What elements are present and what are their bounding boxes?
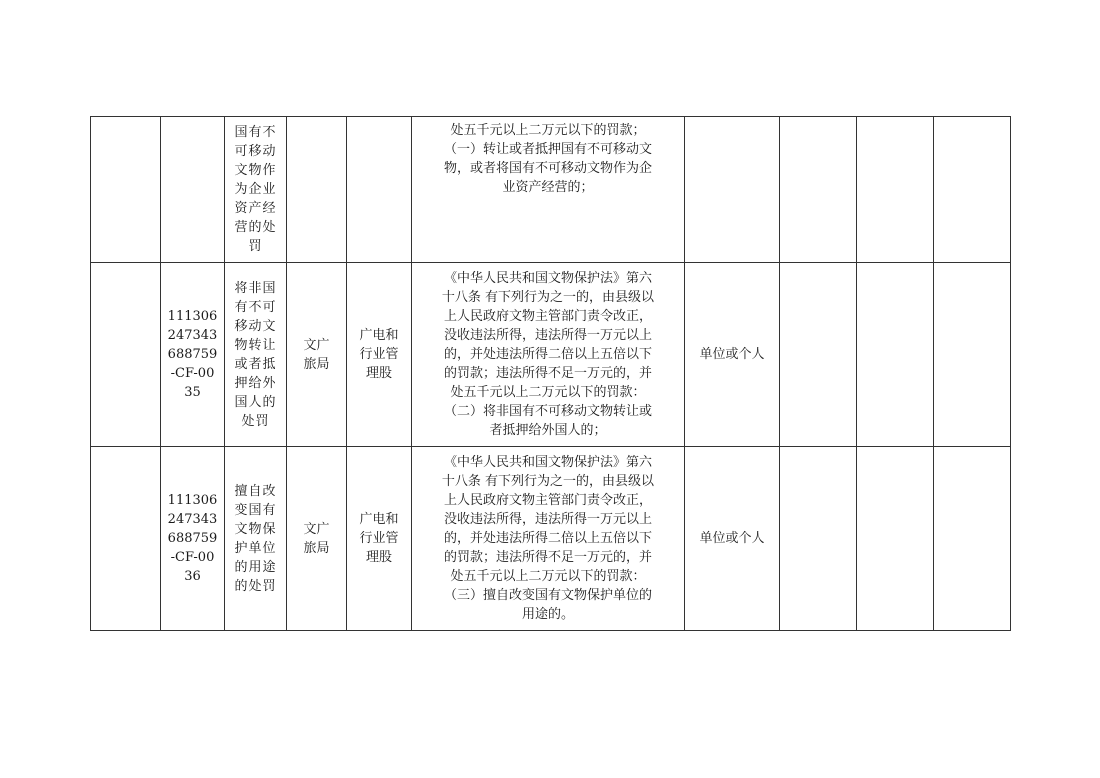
blank-cell (780, 447, 857, 631)
text-line: 处五千元以上二万元以下的罚款： (450, 569, 646, 584)
text-line: 理股 (365, 366, 392, 381)
text-line: -CF-00 (170, 366, 215, 381)
unit-cell (347, 447, 412, 631)
title-cell (225, 117, 287, 263)
text-line: 《中华人民共和国文物保护法》第六 (443, 271, 652, 286)
blank-cell (91, 447, 161, 631)
code-cell (161, 263, 225, 447)
text-line: 旅局 (303, 540, 330, 556)
text-line: 者抵押给外国人的； (489, 423, 607, 438)
text-line: 的处罚 (234, 578, 277, 594)
text-line: 文广 (303, 337, 330, 353)
text-line: 物转让 (234, 337, 277, 353)
text-line: 行业管 (359, 531, 399, 546)
text-line: 理股 (365, 550, 392, 565)
text-line: 国人的 (234, 394, 277, 410)
text-line: 罚 (248, 239, 263, 254)
blank-cell (857, 117, 934, 263)
title-cell (225, 263, 287, 447)
text-line: 688759 (167, 531, 218, 546)
text-line: 营的处 (234, 220, 277, 235)
text-line: 护单位 (234, 540, 277, 556)
blank-cell (91, 117, 161, 263)
text-line: 广电和 (359, 512, 399, 527)
text-line: 旅局 (303, 356, 330, 372)
text-line: 上人民政府文物主管部门责令改正， (443, 309, 652, 324)
text-line: 十八条 有下列行为之一的，由县级以 (441, 474, 655, 489)
text-line: 行业管 (359, 347, 399, 362)
text-line: 或者抵 (234, 356, 277, 372)
blank-cell (857, 447, 934, 631)
text-line: 上人民政府文物主管部门责令改正， (443, 493, 652, 508)
text-line: 变国有 (234, 502, 277, 518)
unit-cell (347, 117, 412, 263)
blank-cell (857, 263, 934, 447)
text-line: 的罚款；违法所得不足一万元的，并 (443, 366, 652, 381)
penalty-table (90, 116, 1011, 631)
text-line: 处五千元以上二万元以下的罚款： (450, 385, 646, 400)
blank-cell (934, 263, 1011, 447)
text-line: （二）将非国有不可移动文物转让或 (443, 404, 652, 419)
text-line: 文广 (303, 521, 330, 537)
target-cell (685, 117, 780, 263)
code-cell (161, 117, 225, 263)
blank-cell (91, 263, 161, 447)
department-cell (287, 263, 347, 447)
text-line: 35 (184, 385, 201, 400)
text-line: 的用途 (234, 559, 277, 575)
text-line: 可移动 (234, 144, 277, 159)
blank-cell (934, 447, 1011, 631)
unit-cell (347, 263, 412, 447)
text-line: 为企业 (234, 182, 277, 197)
text-line: 有不可 (234, 299, 277, 315)
text-line: 押给外 (234, 375, 277, 391)
law-basis-cell (412, 447, 685, 631)
department-cell (287, 117, 347, 263)
text-line: 资产经 (234, 201, 277, 216)
text-line: 没收违法所得，违法所得一万元以上 (443, 512, 652, 527)
text-line: 处五千元以上二万元以下的罚款； (450, 123, 646, 138)
text-line: 物，或者将国有不可移动文物作为企 (443, 161, 652, 176)
text-line: 十八条 有下列行为之一的，由县级以 (441, 290, 655, 305)
text-line: -CF-00 (170, 550, 215, 565)
text-line: 将非国 (234, 280, 277, 296)
blank-cell (780, 117, 857, 263)
text-line: 用途的。 (521, 607, 574, 622)
text-line: 《中华人民共和国文物保护法》第六 (443, 455, 652, 470)
text-line: 688759 (167, 347, 218, 362)
text-line: 文物作 (234, 163, 277, 178)
law-basis-cell (412, 117, 685, 263)
blank-cell (780, 263, 857, 447)
text-line: 的罚款；违法所得不足一万元的，并 (443, 550, 652, 565)
text-line: 移动文 (234, 318, 277, 334)
text-line: 36 (184, 569, 201, 584)
text-line: 247343 (167, 512, 218, 527)
text-line: 的，并处违法所得二倍以上五倍以下 (443, 531, 652, 546)
text-line: （三）擅自改变国有文物保护单位的 (443, 588, 652, 603)
table-row (91, 263, 1011, 447)
text-line: 111306 (167, 493, 218, 508)
target-cell: 单位或个人 (685, 447, 780, 631)
table-row (91, 447, 1011, 631)
text-line: 没收违法所得，违法所得一万元以上 (443, 328, 652, 343)
title-cell (225, 447, 287, 631)
text-line: 擅自改 (234, 483, 277, 499)
law-basis-cell (412, 263, 685, 447)
text-line: 111306 (167, 309, 218, 324)
code-cell (161, 447, 225, 631)
text-line: 业资产经营的； (502, 180, 594, 195)
text-line: 的，并处违法所得二倍以上五倍以下 (443, 347, 652, 362)
text-line: 国有不 (234, 125, 277, 140)
text-line: 处罚 (241, 413, 270, 429)
department-cell (287, 447, 347, 631)
text-line: 广电和 (359, 328, 399, 343)
table-row (91, 117, 1011, 263)
blank-cell (934, 117, 1011, 263)
text-line: 文物保 (234, 521, 277, 537)
text-line: （一）转让或者抵押国有不可移动文 (443, 142, 652, 157)
text-line: 247343 (167, 328, 218, 343)
target-cell: 单位或个人 (685, 263, 780, 447)
